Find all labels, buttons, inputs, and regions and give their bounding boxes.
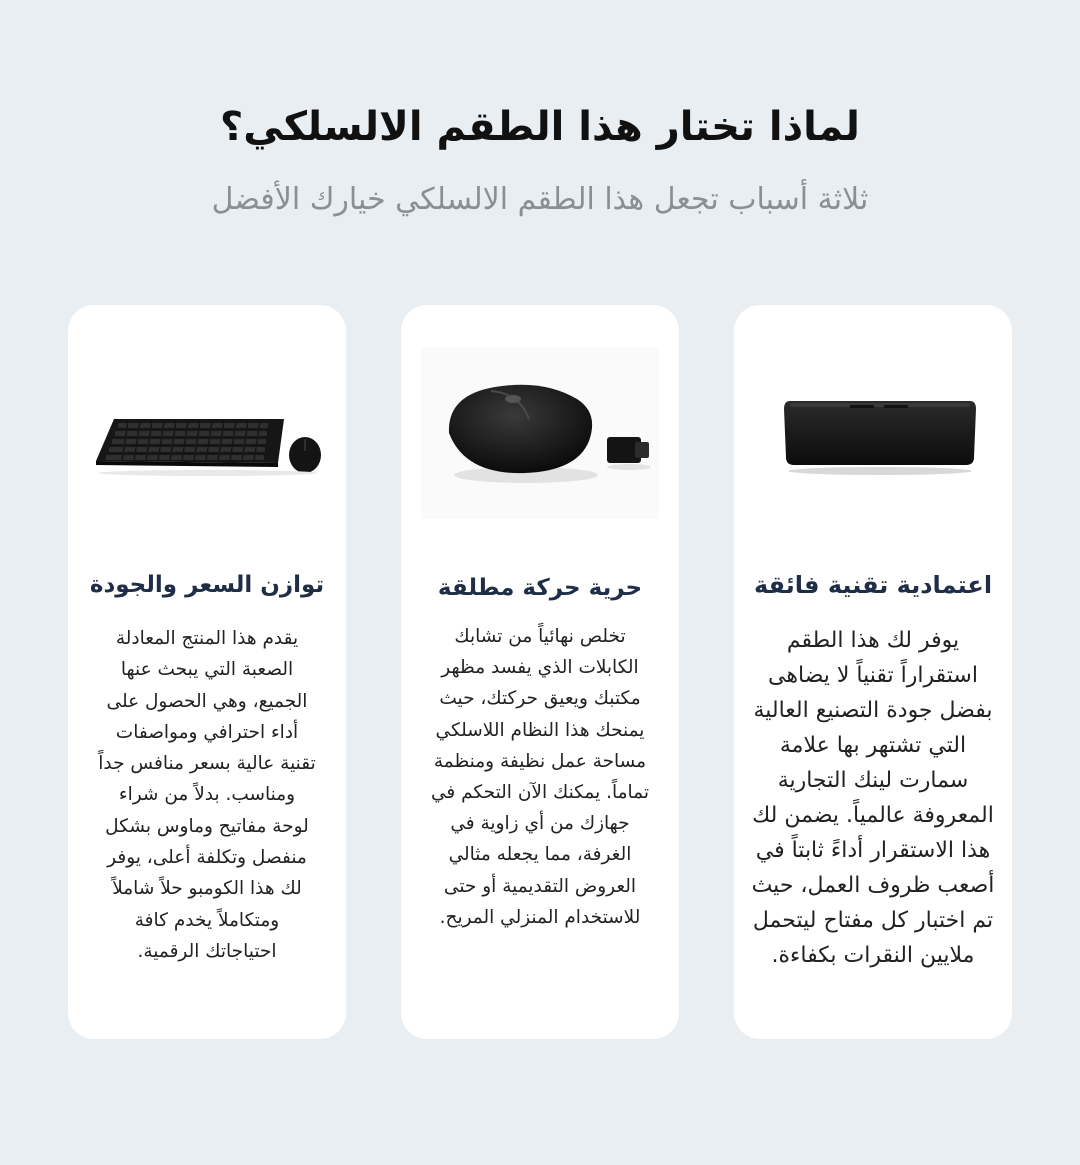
card-description: يوفر لك هذا الطقم استقراراً تقنياً لا يضاهى بفضل جودة التصنيع العالية التي تشتهر بها علامة سمارت لينك التجارية المعروفة عالمياً. يضمن لك هذا الاستقرار أداءً ثابتاً في أصعب ظروف العمل، حيث تم اختبار كل مفتاح ليتحمل ملايين النقرات بكفاءة. <box>751 628 995 968</box>
keyboard-icon <box>754 385 992 485</box>
card-title: حرية حركة مطلقة <box>437 575 643 601</box>
feature-card-freedom <box>401 305 679 1039</box>
feature-card-reliability <box>734 305 1012 1039</box>
section-subtitle: ثلاثة أسباب تجعل هذا الطقم الالسلكي خيارك الأفضل <box>211 182 869 217</box>
mouse-with-dongle-icon <box>421 347 659 519</box>
keyboard-mouse-combo-icon <box>88 405 326 485</box>
feature-card-value <box>68 305 346 1039</box>
section-header <box>0 95 1080 223</box>
section-title: لماذا تختار هذا الطقم الالسلكي؟ <box>220 104 860 150</box>
card-title: توازن السعر والجودة <box>89 572 325 598</box>
card-description: تخلص نهائياً من تشابك الكابلات الذي يفسد مظهر مكتبك ويعيق حركتك، حيث يمنحك هذا النظام اللاسلكي مساحة عمل نظيفة ومنظمة تماماً. يمكنك الآن التحكم في جهازك من أي زاوية في الغرفة، مما يجعله مثالي العروض التقديمية أو حتى للاستخدام المنزلي المريح. <box>430 626 650 928</box>
card-description: يقدم هذا المنتج المعادلة الصعبة التي يبحث عنها الجميع، وهي الحصول على أداء احترافي ومواصفات تقنية عالية بسعر منافس جداً ومناسب. بدلاً من شراء لوحة مفاتيح وماوس بشكل منفصل وتكلفة أعلى، يوفر لك هذا الكومبو حلاً شاملاً ومتكاملاً يخدم كافة احتياجاتك الرقمية. <box>98 628 316 962</box>
card-title: اعتمادية تقنية فائقة <box>753 571 993 599</box>
